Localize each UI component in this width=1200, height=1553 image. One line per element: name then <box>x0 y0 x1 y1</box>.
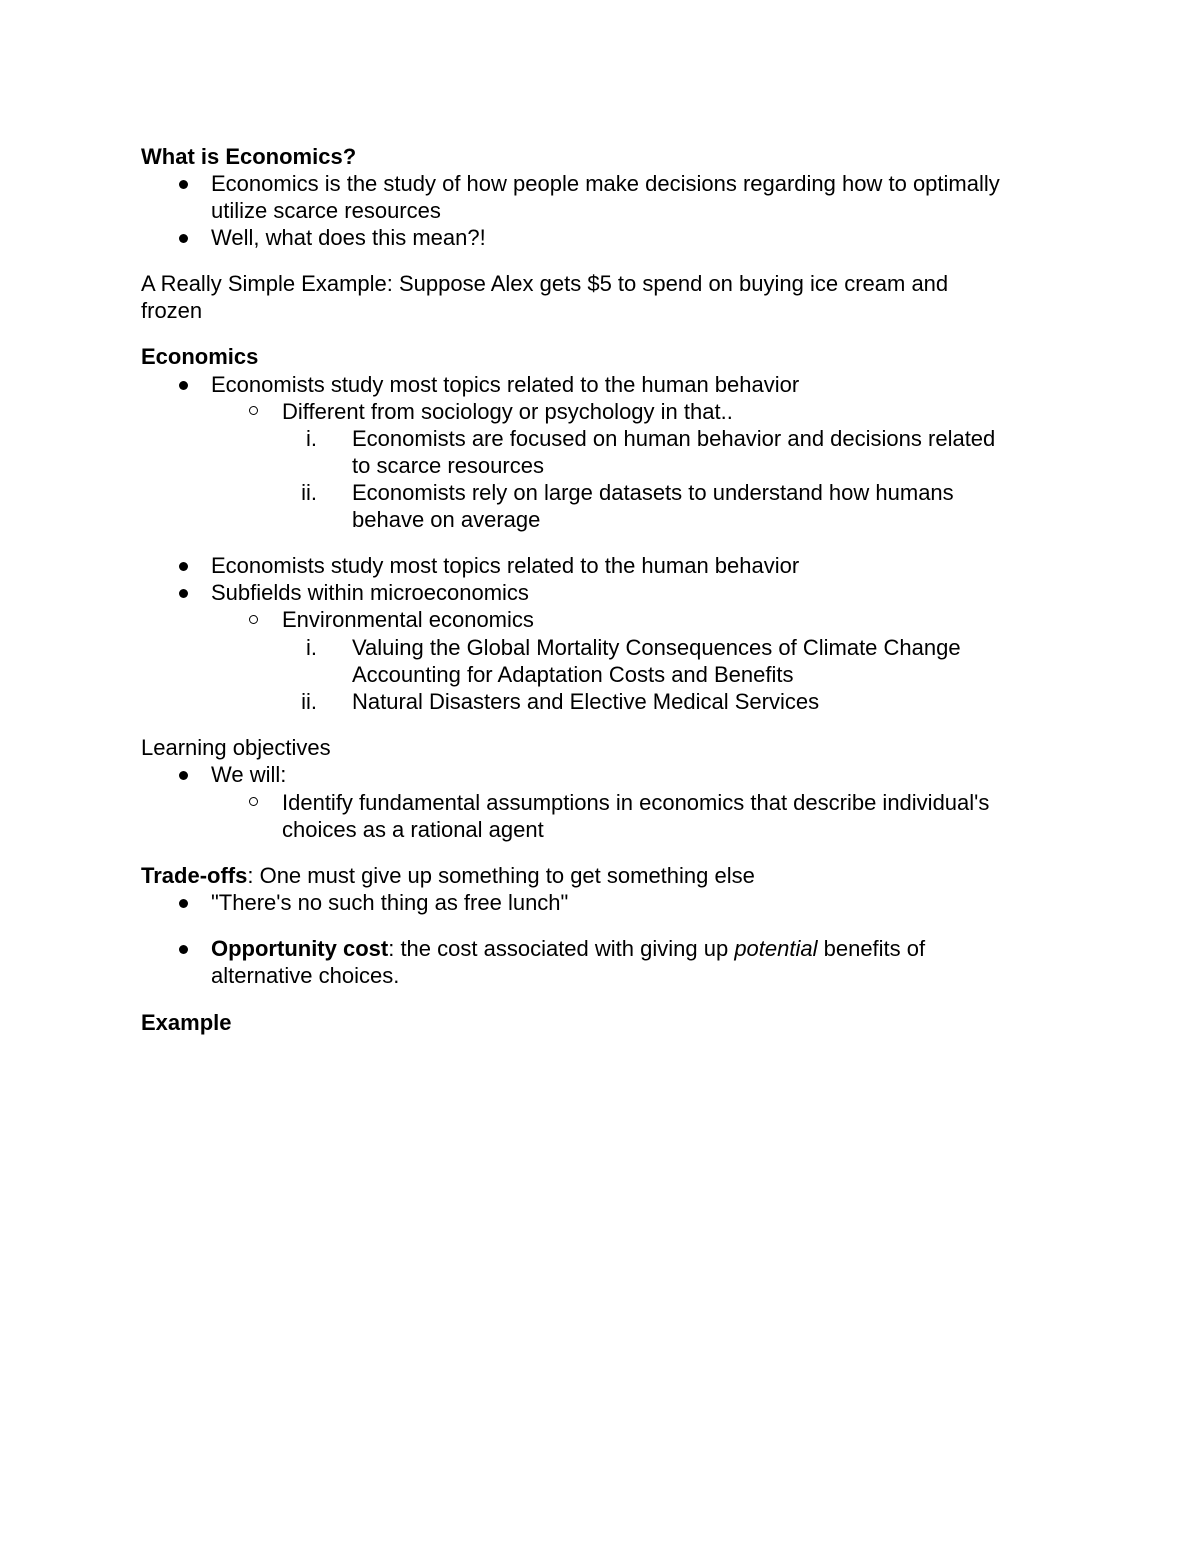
text-line: Economists study most topics related to the human behavior <box>211 372 800 397</box>
text-line: Accounting for Adaptation Costs and Benefits <box>352 662 794 687</box>
list-marker: ii. <box>301 689 317 714</box>
tradeoffs-definition: : One must give up something to get something else <box>247 863 755 888</box>
tradeoffs-term: Trade-offs <box>141 863 248 888</box>
sub-bullet-icon <box>249 615 258 624</box>
text-line: Economics is the study of how people make decisions regarding how to optimally <box>211 171 1000 196</box>
text-span-italic: potential <box>734 936 818 961</box>
text-line: Different from sociology or psychology in that.. <box>282 399 733 424</box>
bullet-icon <box>179 234 188 243</box>
text-line: Economists study most topics related to the human behavior <box>211 553 800 578</box>
list-marker: ii. <box>301 480 317 505</box>
heading-what-is-economics: What is Economics? <box>141 144 357 169</box>
text-line: Valuing the Global Mortality Consequences of Climate Change <box>352 635 961 660</box>
bullet-icon <box>179 771 188 780</box>
text-line: utilize scarce resources <box>211 198 441 223</box>
text-line: Economists rely on large datasets to understand how humans <box>352 480 954 505</box>
text-line: Well, what does this mean?! <box>211 225 486 250</box>
heading-learning-objectives: Learning objectives <box>141 735 331 760</box>
text-span: : the cost associated with giving up <box>388 936 735 961</box>
bullet-icon <box>179 589 188 598</box>
bullet-icon <box>179 562 188 571</box>
text-line: Natural Disasters and Elective Medical Services <box>352 689 820 714</box>
list-marker: i. <box>306 426 317 451</box>
sub-bullet-icon <box>249 406 258 415</box>
text-line: A Really Simple Example: Suppose Alex gets $5 to spend on buying ice cream and <box>141 271 949 296</box>
list-marker: i. <box>306 635 317 660</box>
text-line: Economists are focused on human behavior and decisions related <box>352 426 996 451</box>
text-line: We will: <box>211 762 287 787</box>
bullet-icon <box>179 381 188 390</box>
text-line: alternative choices. <box>211 963 400 988</box>
bullet-icon <box>179 945 188 954</box>
heading-economics: Economics <box>141 344 259 369</box>
text-span: benefits of <box>817 936 926 961</box>
opportunity-cost-term: Opportunity cost <box>211 936 389 961</box>
sub-bullet-icon <box>249 797 258 806</box>
opportunity-cost-line <box>211 935 925 962</box>
text-line: to scarce resources <box>352 453 544 478</box>
text-line: behave on average <box>352 507 541 532</box>
text-line: Identify fundamental assumptions in economics that describe individual's <box>282 790 990 815</box>
text-line: "There's no such thing as free lunch" <box>211 890 569 915</box>
bullet-icon <box>179 180 188 189</box>
text-line: choices as a rational agent <box>282 817 544 842</box>
bullet-icon <box>179 899 188 908</box>
text-line: Environmental economics <box>282 607 534 632</box>
text-line: frozen <box>141 298 203 323</box>
text-line: Subfields within microeconomics <box>211 580 529 605</box>
heading-example: Example <box>141 1010 232 1035</box>
tradeoffs-line <box>141 862 755 889</box>
